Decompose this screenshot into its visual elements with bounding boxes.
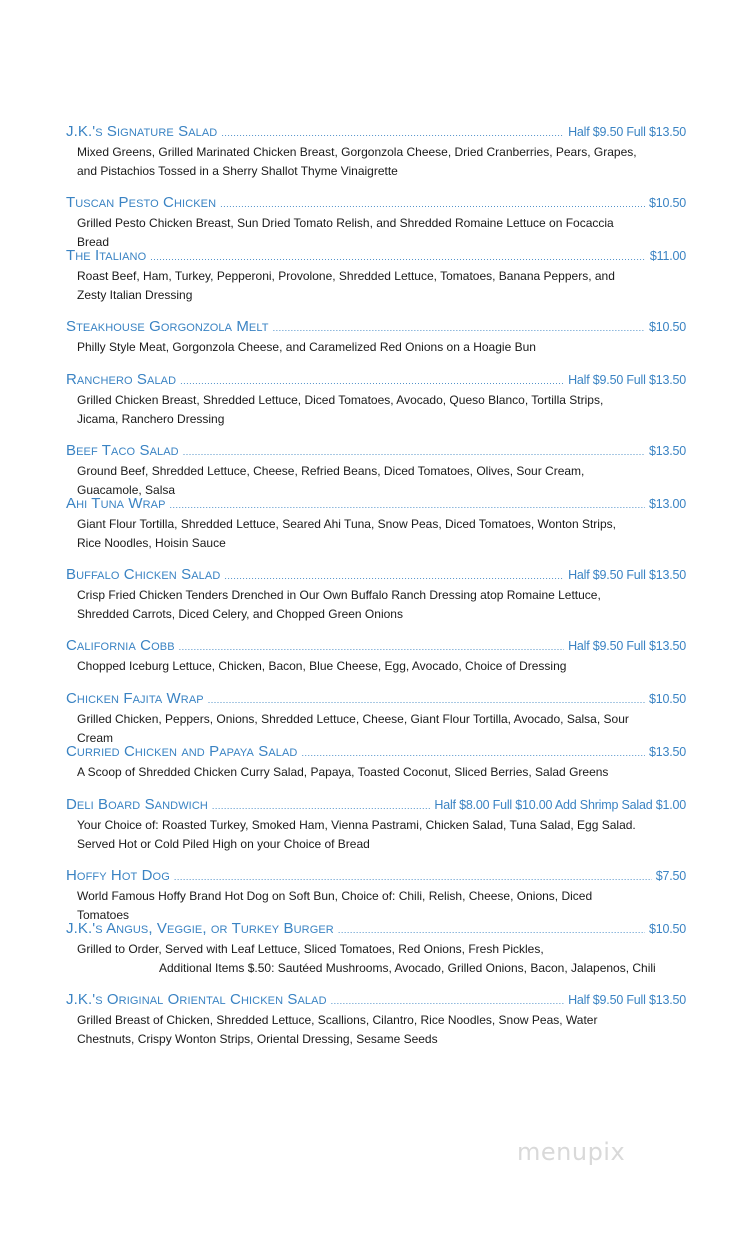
menu-item-name: Chicken Fajita Wrap — [66, 690, 204, 707]
menu-item-header — [66, 635, 686, 657]
menu-item-price: $13.00 — [648, 497, 686, 511]
menu-item-name: Steakhouse Gorgonzola Melt — [66, 318, 269, 335]
menu-item-description: Grilled Breast of Chicken, Shredded Lettuce, Scallions, Cilantro, Rice Noodles, Snow Peas, Water Chestnuts, Crispy Wonton Strips, Oriental Dressing, Sesame Seeds — [77, 1013, 598, 1046]
menu-item-header — [66, 369, 686, 391]
menu-item-description: Grilled Chicken Breast, Shredded Lettuce, Diced Tomatoes, Avocado, Queso Blanco, Tortilla Strips, Jicama, Ranchero Dressing — [77, 393, 604, 426]
menu-item-name: Tuscan Pesto Chicken — [66, 194, 217, 211]
menu-item-name: Beef Taco Salad — [66, 442, 179, 459]
menu-item — [66, 794, 686, 865]
menu-item — [66, 865, 686, 922]
menu-item-description: Chopped Iceburg Lettuce, Chicken, Bacon, Blue Cheese, Egg, Avocado, Choice of Dressing — [77, 659, 567, 673]
menu-item-header — [66, 918, 686, 940]
menu-item-header — [66, 865, 686, 887]
menu-item — [66, 493, 686, 564]
watermark-logo: menupix — [517, 1138, 626, 1166]
menu-item-header — [66, 316, 686, 338]
menu-item — [66, 564, 686, 635]
menu-item-name: Ahi Tuna Wrap — [66, 495, 166, 512]
menu-item-description: Mixed Greens, Grilled Marinated Chicken Breast, Gorgonzola Cheese, Dried Cranberries, Pears, Grapes, and Pistachios Tossed in a Sherry Shallot Thyme Vinaigrette — [77, 145, 637, 178]
menu-item-description: A Scoop of Shredded Chicken Curry Salad, Papaya, Toasted Coconut, Sliced Berries, Salad Greens — [77, 765, 609, 779]
menu-item-price: $13.50 — [648, 745, 686, 759]
menu-item-description: World Famous Hoffy Brand Hot Dog on Soft Bun, Choice of: Chili, Relish, Cheese, Onions, Diced Tomatoes — [77, 889, 593, 922]
menu-item-price: Half $9.50 Full $13.50 — [568, 568, 686, 582]
menu-item-header — [66, 440, 686, 462]
menu-item-price: $7.50 — [655, 869, 686, 883]
dot-leader — [331, 990, 564, 1012]
menu-item-name: J.K.'s Angus, Veggie, or Turkey Burger — [66, 920, 334, 937]
menu-item — [66, 440, 686, 497]
dot-leader — [170, 494, 645, 516]
menu-item-name: Buffalo Chicken Salad — [66, 566, 221, 583]
dot-leader — [338, 919, 645, 941]
menu-item — [66, 316, 686, 369]
menu-item-name: California Cobb — [66, 637, 175, 654]
menu-item-header — [66, 989, 686, 1011]
menu-item-description: Roast Beef, Ham, Turkey, Pepperoni, Provolone, Shredded Lettuce, Tomatoes, Banana Peppers, and Zesty Italian Dressing — [77, 269, 615, 302]
menu-item-price: Half $9.50 Full $13.50 — [568, 373, 686, 387]
menu-item-description: Grilled Chicken, Peppers, Onions, Shredded Lettuce, Cheese, Giant Flour Tortilla, Avocado, Salsa, Sour Cream — [77, 712, 629, 745]
menu-item-price: $10.50 — [648, 320, 686, 334]
dot-leader — [212, 795, 430, 817]
menu-item-extra: Additional Items $.50: Sautéed Mushrooms, Avocado, Grilled Onions, Bacon, Jalapenos, Chili — [159, 961, 656, 975]
menu-item-price: $10.50 — [648, 922, 686, 936]
menu-item-description: Ground Beef, Shredded Lettuce, Cheese, Refried Beans, Diced Tomatoes, Olives, Sour Cream, Guacamole, Salsa — [77, 464, 585, 497]
menu-item-header — [66, 245, 686, 267]
menu-item-price: Half $8.00 Full $10.00 Add Shrimp Salad $1.00 — [434, 798, 686, 812]
menu-item-price: $13.50 — [648, 444, 686, 458]
dot-leader — [301, 742, 644, 764]
dot-leader — [273, 317, 645, 339]
menu-item-description: Giant Flour Tortilla, Shredded Lettuce, Seared Ahi Tuna, Snow Peas, Diced Tomatoes, Wonton Strips, Rice Noodles, Hoisin Sauce — [77, 517, 616, 550]
menu-item — [66, 121, 686, 192]
menu-item — [66, 369, 686, 440]
menu-item-header — [66, 794, 686, 816]
menu-item-header — [66, 121, 686, 143]
menu-item-description: Crisp Fried Chicken Tenders Drenched in Our Own Buffalo Ranch Dressing atop Romaine Lettuce, Shredded Carrots, Diced Celery, and Chopped Green Onions — [77, 588, 601, 621]
menu-item-description: Grilled to Order, Served with Leaf Lettuce, Sliced Tomatoes, Red Onions, Fresh Pickles, — [77, 942, 544, 956]
menu-item-name: The Italiano — [66, 247, 147, 264]
menu-item-price: $11.00 — [649, 249, 686, 263]
menu-item — [66, 918, 686, 989]
menu-item-header — [66, 493, 686, 515]
menu-item — [66, 192, 686, 249]
dot-leader — [224, 565, 564, 587]
dot-leader — [179, 636, 564, 658]
menu-item-description: Grilled Pesto Chicken Breast, Sun Dried Tomato Relish, and Shredded Romaine Lettuce on Focaccia Bread — [77, 216, 614, 249]
menu-item-price: $10.50 — [648, 692, 686, 706]
menu-list — [66, 121, 686, 1060]
dot-leader — [208, 689, 645, 711]
menu-item-name: Ranchero Salad — [66, 371, 177, 388]
menu-item-description: Your Choice of: Roasted Turkey, Smoked Ham, Vienna Pastrami, Chicken Salad, Tuna Salad, Egg Salad. Served Hot or Cold Piled High on your Choice of Bread — [77, 818, 636, 851]
menu-item — [66, 741, 686, 794]
menu-item-price: Half $9.50 Full $13.50 — [568, 993, 686, 1007]
menu-item-header — [66, 741, 686, 763]
menu-item-price: $10.50 — [648, 196, 686, 210]
menu-item-name: J.K.'s Signature Salad — [66, 123, 218, 140]
menu-item-header — [66, 688, 686, 710]
menu-item-price: Half $9.50 Full $13.50 — [568, 639, 686, 653]
menu-item — [66, 635, 686, 688]
menu-item-name: J.K.'s Original Oriental Chicken Salad — [66, 991, 327, 1008]
menu-item — [66, 245, 686, 316]
dot-leader — [183, 441, 645, 463]
menu-item-name: Hoffy Hot Dog — [66, 867, 170, 884]
menu-item-price: Half $9.50 Full $13.50 — [568, 125, 686, 139]
dot-leader — [220, 193, 645, 215]
menu-item-name: Deli Board Sandwich — [66, 796, 208, 813]
dot-leader — [180, 370, 564, 392]
dot-leader — [221, 122, 564, 144]
menu-item — [66, 688, 686, 745]
menu-item-header — [66, 564, 686, 586]
menu-item — [66, 989, 686, 1060]
dot-leader — [150, 246, 646, 268]
dot-leader — [174, 866, 652, 888]
menu-item-name: Curried Chicken and Papaya Salad — [66, 743, 298, 760]
menu-item-header — [66, 192, 686, 214]
menu-item-description: Philly Style Meat, Gorgonzola Cheese, and Caramelized Red Onions on a Hoagie Bun — [77, 340, 536, 354]
